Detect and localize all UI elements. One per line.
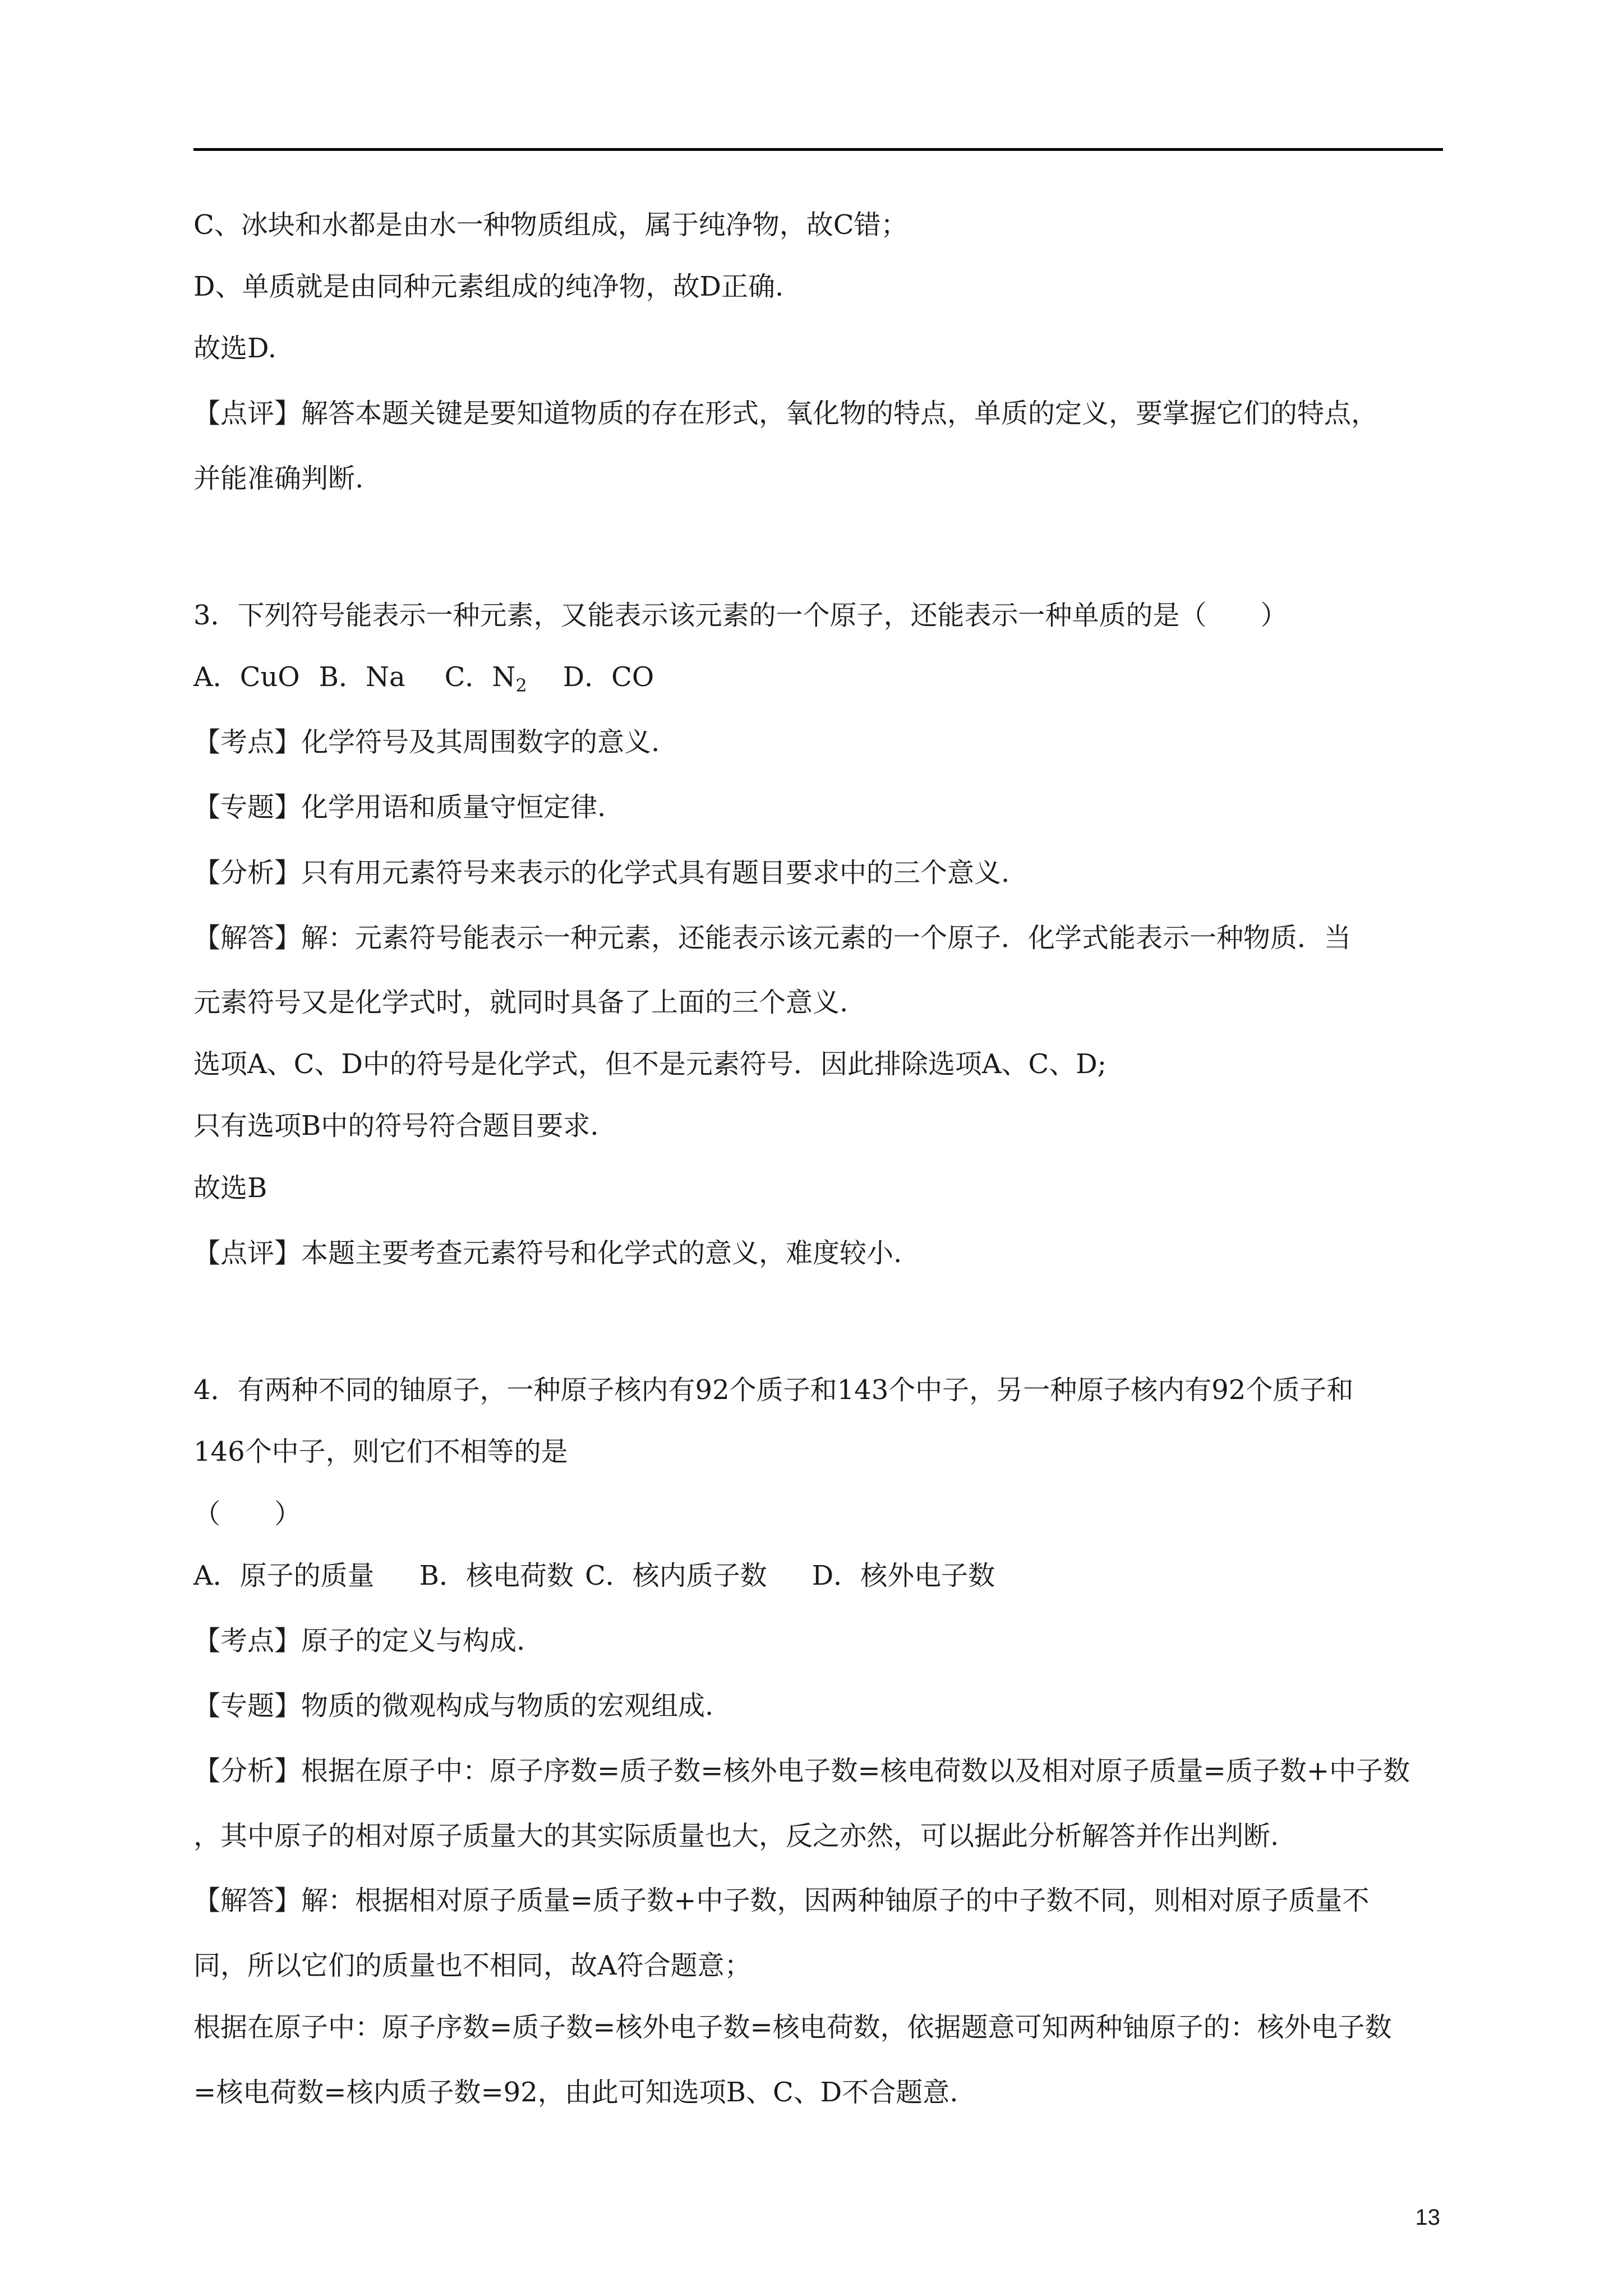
q4-option-b: B．核电荷数 — [419, 1560, 574, 1591]
option-c-explanation: C、冰块和水都是由水一种物质组成，属于纯净物，故C错； — [193, 209, 908, 241]
review-line-2: 并能准确判断. — [193, 463, 364, 494]
q4-zhuanti: 【专题】物质的微观构成与物质的宏观组成. — [193, 1690, 714, 1722]
q4-blank: （ ） — [193, 1498, 302, 1530]
q4-option-c: C．核内质子数 — [584, 1560, 767, 1591]
review-line-1: 【点评】解答本题关键是要知道物质的存在形式，氧化物的特点，单质的定义，要掌握它们的特点， — [193, 398, 1378, 429]
q4-stem-1: 4．有两种不同的铀原子，一种原子核内有92个质子和143个中子，另一种原子核内有92个质子和 — [193, 1374, 1354, 1406]
q4-jieda-1: 【解答】解：根据相对原子质量=质子数+中子数，因两种铀原子的中子数不同，则相对原子质量不 — [193, 1885, 1370, 1916]
q3-fenxi: 【分析】只有用元素符号来表示的化学式具有题目要求中的三个意义. — [193, 857, 1010, 889]
q3-jieda-3: 选项A、C、D中的符号是化学式，但不是元素符号．因此排除选项A、C、D; — [193, 1048, 1106, 1080]
q4-options — [193, 1559, 995, 1593]
header-rule — [193, 148, 1443, 151]
q4-jieda-4: =核电荷数=核内质子数=92，由此可知选项B、C、D不合题意. — [193, 2077, 958, 2108]
option-d-explanation: D、单质就是由同种元素组成的纯净物，故D正确. — [193, 271, 784, 302]
q3-answer: 故选B — [193, 1172, 268, 1204]
q4-stem-2: 146个中子，则它们不相等的是 — [193, 1436, 568, 1467]
q4-fenxi-1: 【分析】根据在原子中：原子序数=质子数=核外电子数=核电荷数以及相对原子质量=质子数+中子数 — [193, 1755, 1410, 1787]
q3-jieda-2: 元素符号又是化学式时，就同时具备了上面的三个意义. — [193, 987, 849, 1018]
q3-stem: 3．下列符号能表示一种元素，又能表示该元素的一个原子，还能表示一种单质的是（ ） — [193, 600, 1288, 631]
page-number: 13 — [1415, 2205, 1440, 2230]
q3-option-a: A．CuO — [193, 661, 300, 693]
q4-jieda-2: 同，所以它们的质量也不相同，故A符合题意； — [193, 1950, 751, 1981]
q3-options — [193, 660, 654, 694]
q4-option-d: D．核外电子数 — [811, 1560, 995, 1591]
q3-zhuanti: 【专题】化学用语和质量守恒定律. — [193, 792, 606, 823]
q3-option-b: B．Na — [319, 661, 405, 693]
q4-jieda-3: 根据在原子中：原子序数=质子数=核外电子数=核电荷数，依据题意可知两种铀原子的：核外电子数 — [193, 2012, 1392, 2043]
q3-option-d: D．CO — [562, 661, 654, 693]
q3-option-c: C．$N_2$ — [444, 661, 527, 696]
q4-fenxi-2: ，其中原子的相对原子质量大的其实际质量也大，反之亦然，可以据此分析解答并作出判断. — [193, 1820, 1279, 1852]
q3-jieda-1: 【解答】解：元素符号能表示一种元素，还能表示该元素的一个原子．化学式能表示一种物质．当 — [193, 922, 1352, 954]
answer-line: 故选D. — [193, 333, 277, 364]
q3-jieda-4: 只有选项B中的符号符合题目要求. — [193, 1110, 599, 1142]
q3-kaodian: 【考点】化学符号及其周围数字的意义. — [193, 726, 660, 758]
q4-option-a: A．原子的质量 — [193, 1560, 375, 1591]
q3-review: 【点评】本题主要考查元素符号和化学式的意义，难度较小. — [193, 1237, 902, 1269]
q4-kaodian: 【考点】原子的定义与构成. — [193, 1625, 525, 1657]
